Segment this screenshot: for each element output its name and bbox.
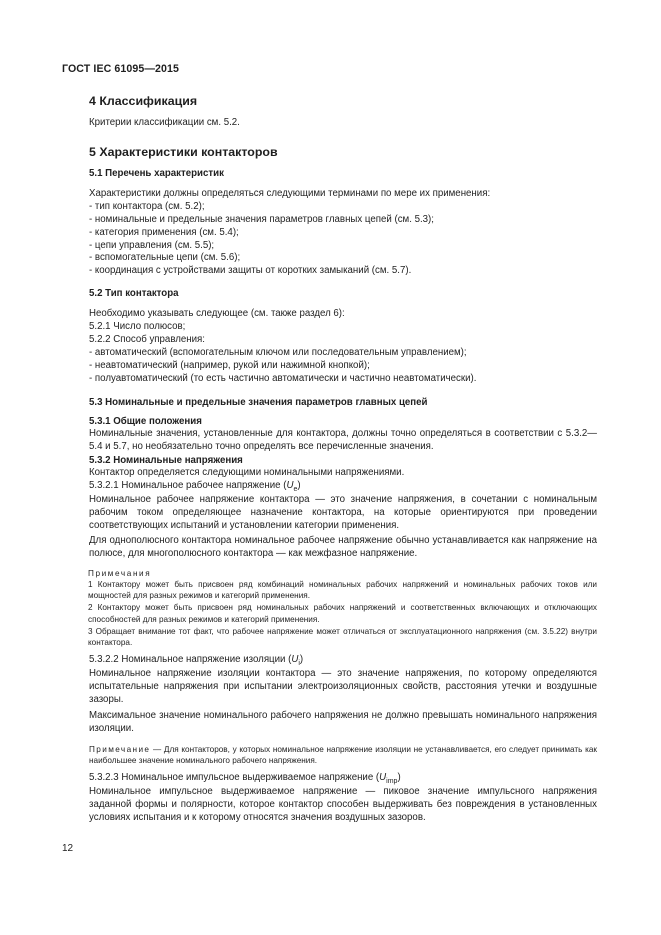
voltage-subscript: i xyxy=(298,660,300,668)
standard-header: ГОСТ IEC 61095—2015 xyxy=(62,63,180,75)
note-item: 3 Обращает внимание тот факт, что рабочее напряжение может отличаться от эксплуатационного напряжения (см. 3.5.22) внутри контактора. xyxy=(88,626,597,648)
section-5-2-intro: Необходимо указывать следующее (см. также раздел 6): xyxy=(89,308,345,320)
list-item: - полуавтоматический (то есть частично автоматически и частично неавтоматически). xyxy=(89,372,477,384)
section-5-3-heading: 5.3 Номинальные и предельные значения параметров главных цепей xyxy=(89,396,428,408)
note-text: — Для контакторов, у которых номинальное напряжение изоляции не устанавливается, его следует принимать как наибольшее значение номинального рабочего напряжения. xyxy=(89,744,597,765)
list-item: - цепи управления (см. 5.5); xyxy=(89,239,215,251)
section-4-text: Критерии классификации см. 5.2. xyxy=(89,117,240,128)
heading-text: 5.3.2.2 Номинальное напряжение изоляции ( xyxy=(89,654,292,666)
list-item: - вспомогательные цепи (см. 5.6); xyxy=(89,252,241,264)
heading-close: ) xyxy=(299,654,304,666)
section-5-3-2-3-para1: Номинальное импульсное выдерживаемое напряжение — пиковое значение импульсного напряжения заданной формы и полярности, которое контактор способен выдерживать без повреждения в установленных условиях испытания и к которому относятся значения воздушных зазоров. xyxy=(89,786,597,823)
section-5-3-2-3-heading xyxy=(89,772,597,785)
section-5-3-2-2-para1: Номинальное напряжение изоляции контактора — это значение напряжения, по которому определяются испытательные напряжения при испытании электроизоляционных свойств, расстояния утечки и воздушные зазоры. xyxy=(89,668,597,705)
section-5-3-2-1-para2: Для однополюсного контактора номинальное рабочее напряжение обычно устанавливается как напряжение на полюсе, для многополюсного контактора — как межфазное напряжение. xyxy=(89,535,597,559)
characteristics-list xyxy=(89,201,597,278)
heading-text: 5.3.2.3 Номинальное импульсное выдерживаемое напряжение ( xyxy=(89,772,380,784)
list-item: - категория применения (см. 5.4); xyxy=(89,226,239,238)
notes-title: Примечания xyxy=(88,568,152,578)
voltage-symbol: U xyxy=(291,654,299,666)
note-item: 1 Контактору может быть присвоен ряд комбинаций номинальных рабочих напряжений и номинальных рабочих токов или мощностей для разных режимов и категорий применения. xyxy=(88,580,597,601)
section-5-3-1-text: Номинальные значения, установленные для контактора, должны точно определяться в соответствии с 5.3.2—5.4 и 5.7, но необязательно точно определять все перечисленные значения. xyxy=(89,427,597,452)
section-5-1-intro: Характеристики должны определяться следующими терминами по мере их применения: xyxy=(89,187,491,199)
control-methods-list xyxy=(89,347,597,386)
section-5-1-heading: 5.1 Перечень характеристик xyxy=(89,167,224,179)
section-5-2-heading: 5.2 Тип контактора xyxy=(89,288,179,300)
note-label: Примечание xyxy=(89,744,151,754)
note-single xyxy=(89,744,597,766)
section-5-heading: 5 Характеристики контакторов xyxy=(89,144,278,159)
note-item: 2 Контактору может быть присвоен ряд номинальных рабочих напряжений и соответственных включающих и отключающих способностей для разных режимов и категорий применения. xyxy=(88,603,597,624)
heading-close: ) xyxy=(397,772,401,784)
section-5-3-2-text: Контактор определяется следующими номинальными напряжениями. xyxy=(89,466,405,478)
notes-block xyxy=(88,568,597,648)
list-item: - номинальные и предельные значения параметров главных цепей (см. 5.3); xyxy=(89,213,434,225)
list-item: - неавтоматический (например, рукой или нажимной кнопкой); xyxy=(89,359,370,371)
section-5-3-2-1-para1: Номинальное рабочее напряжение контактора — это значение напряжения, в сочетании с номинальным рабочим током определяющее назначение контактора, на которые ориентируются при проведении соответствующих испытаний и установлении категории применения. xyxy=(89,494,597,532)
section-5-3-2-2-heading xyxy=(89,654,597,667)
section-5-3-2-2-para2: Максимальное значение номинального рабочего напряжения не должно превышать номинального напряжения изоляции. xyxy=(89,709,597,734)
section-5-2-1: 5.2.1 Число полюсов; xyxy=(89,321,186,333)
section-4-heading: 4 Классификация xyxy=(89,94,198,108)
list-item: - тип контактора (см. 5.2); xyxy=(89,200,205,212)
page-content xyxy=(89,93,597,825)
heading-text: 5.3.2.1 Номинальное рабочее напряжение ( xyxy=(89,480,287,492)
voltage-symbol: U xyxy=(286,480,294,492)
voltage-symbol: U xyxy=(379,772,387,784)
voltage-subscript: e xyxy=(293,486,298,494)
voltage-subscript: imp xyxy=(386,778,398,786)
section-5-3-2-heading: 5.3.2 Номинальные напряжения xyxy=(89,454,243,466)
section-5-3-2-1-heading xyxy=(89,480,597,493)
section-5-2-2: 5.2.2 Способ управления: xyxy=(89,334,205,346)
page-number: 12 xyxy=(62,843,74,854)
list-item: - автоматический (вспомогательным ключом или последовательным управлением); xyxy=(89,346,467,358)
list-item: - координация с устройствами защиты от коротких замыканий (см. 5.7). xyxy=(89,265,412,277)
section-5-3-1-heading: 5.3.1 Общие положения xyxy=(89,415,202,427)
heading-close: ) xyxy=(297,480,301,492)
